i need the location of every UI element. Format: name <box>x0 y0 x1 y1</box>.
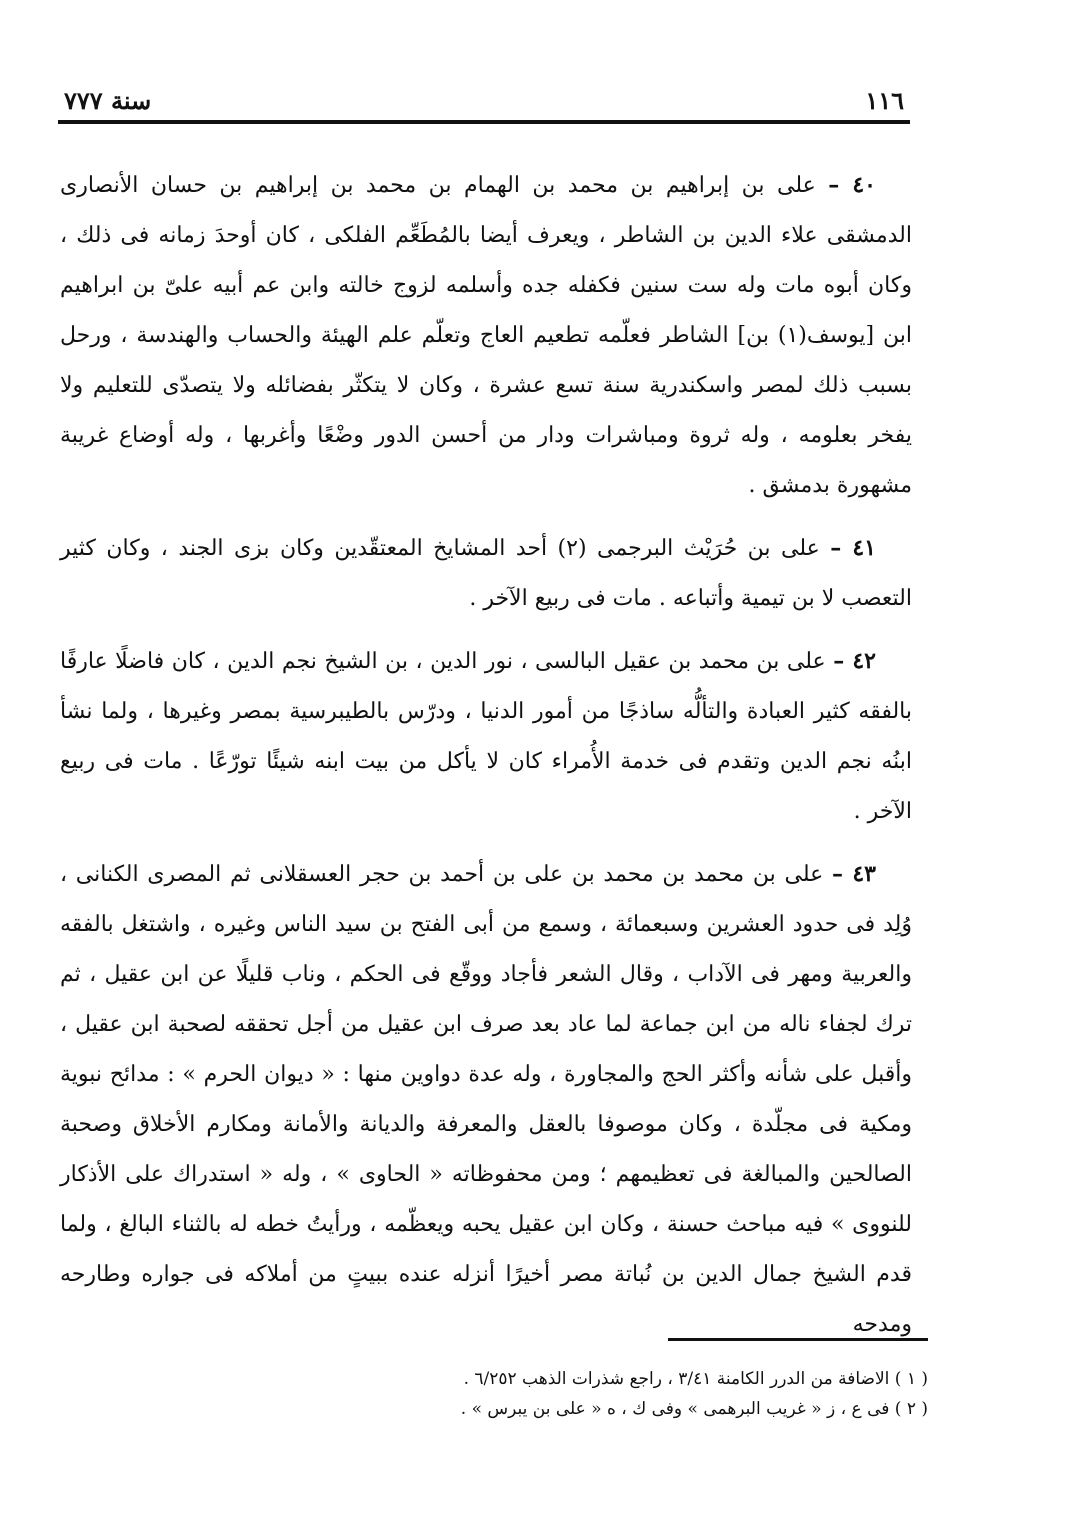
entry-number: ٤٣ – <box>831 861 876 887</box>
header-rule <box>58 120 910 124</box>
footnote-2: ( ٢ ) فى ع ، ز « غريب البرهمى » وفى ك ، ه « على بن يبرس » . <box>460 1399 928 1419</box>
entry-text: على بن حُرَيْث البرجمى (٢) أحد المشايخ المعتقّدين وكان بزى الجند ، وكان كثير التعصب لا بن تيمية وأتباعه . مات فى ربيع الآخر . <box>60 536 912 611</box>
entry-40 <box>60 160 912 511</box>
running-header <box>58 82 910 116</box>
year-heading: سنة ٧٧٧ <box>64 86 152 115</box>
page-number: ١١٦ <box>865 86 904 115</box>
entry-41 <box>60 523 912 624</box>
main-text <box>60 160 912 1362</box>
entry-text: على بن محمد بن محمد بن على بن أحمد بن حجر العسقلانى ثم المصرى الكنانى ، وُلِد فى حدود العشرين وسبعمائة ، وسمع من أبى الفتح بن سيد الناس وغيره ، واشتغل بالفقه والعربية ومهر فى الآداب ، وقال الشعر فأجاد ووقّع فى الحكم ، وناب قليلًا عن ابن عقيل ، ثم ترك لجفاء ناله من ابن جماعة لما عاد بعد صرف ابن عقيل من أجل تحققه لصحبة ابن عقيل ، وأقبل على شأنه وأكثر الحج والمجاورة ، وله عدة دواوين منها : « ديوان الحرم » : مدائح نبوية ومكية فى مجلّدة ، وكان موصوفا بالعقل والمعرفة والديانة والأمانة ومكارم الأخلاق وصحبة الصالحين والمبالغة فى تعظيمهم ؛ ومن محفوظاته « الحاوى » ، وله « استدراك على الأذكار للنووى » فيه مباحث حسنة ، وكان ابن عقيل يحبه ويعظّمه ، ورأيتُ خطه له بالثناء البالغ ، ولما قدم الشيخ جمال الدين بن نُباتة مصر أخيرًا أنزله عنده ببيتٍ من أملاكه فى جواره وطارحه ومدحه <box>60 862 912 1337</box>
entry-text: على بن إبراهيم بن محمد بن الهمام بن محمد بن إبراهيم بن حسان الأنصارى الدمشقى علاء الدين بن الشاطر ، ويعرف أيضا بالمُطَعِّم الفلكى ، كان أوحدَ زمانه فى ذلك ، وكان أبوه مات وله ست سنين فكفله جده وأسلمه لزوج خالته وابن عم أبيه علىّ بن ابراهيم ابن [يوسف(١) بن] الشاطر فعلّمه تطعيم العاج وتعلّم علم الهيئة والحساب والهندسة ، ورحل بسبب ذلك لمصر واسكندرية سنة تسع عشرة ، وكان لا يتكثّر بفضائله ولا يتصدّى للتعليم ولا يفخر بعلومه ، وله ثروة ومباشرات ودار من أحسن الدور وضْعًا وأغربها ، وله أوضاع غريبة مشهورة بدمشق . <box>60 173 912 498</box>
entry-43 <box>60 849 912 1350</box>
footnote-1: ( ١ ) الاضافة من الدرر الكامنة ٣/٤١ ، راجع شذرات الذهب ٦/٢٥٢ . <box>463 1369 928 1389</box>
entry-42 <box>60 636 912 837</box>
entry-number: ٤١ – <box>830 535 876 561</box>
footnotes <box>300 1364 928 1424</box>
entry-text: على بن محمد بن عقيل البالسى ، نور الدين ، بن الشيخ نجم الدين ، كان فاضلًا عارفًا بالفقه كثير العبادة والتألُّه ساذجًا من أمور الدنيا ، ودرّس بالطيبرسية بمصر وغيرها ، ولما نشأ ابنُه نجم الدين وتقدم فى خدمة الأُمراء كان لا يأكل من بيت ابنه شيئًا تورّعًا . مات فى ربيع الآخر . <box>60 649 912 824</box>
footnote-rule <box>668 1338 928 1341</box>
entry-number: ٤٠ – <box>828 172 876 198</box>
entry-number: ٤٢ – <box>833 648 876 674</box>
